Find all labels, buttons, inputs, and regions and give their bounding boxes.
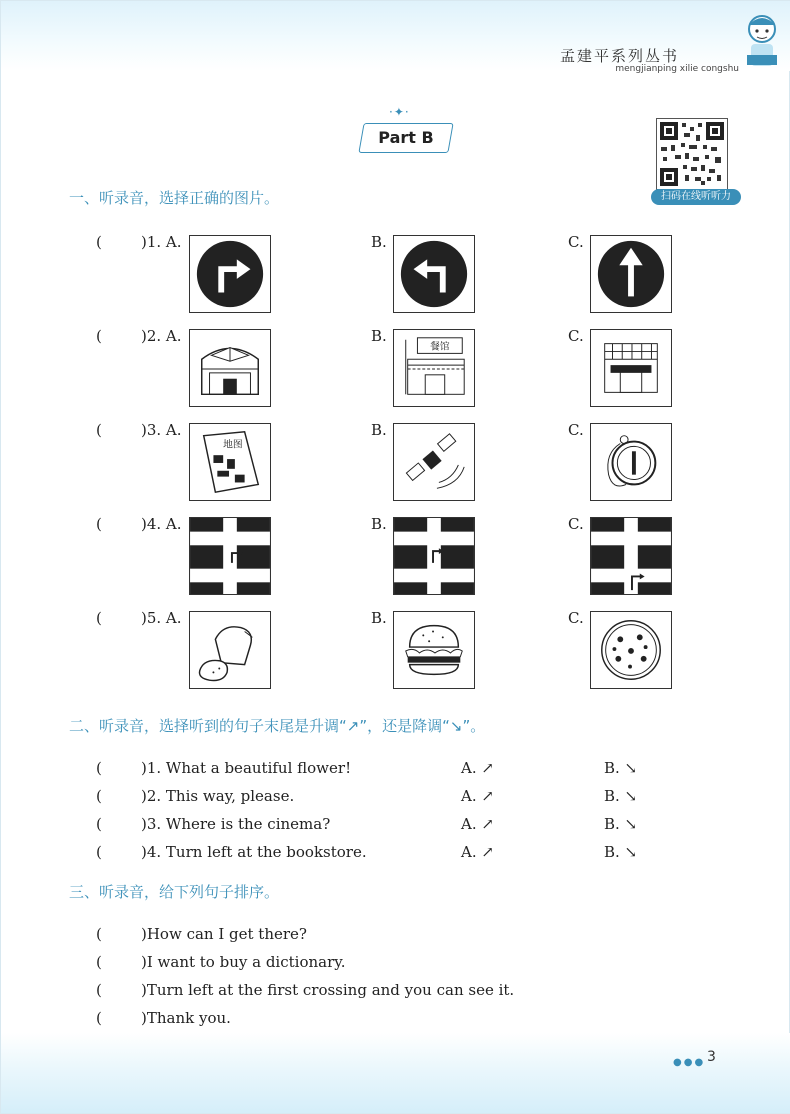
option-label: B.	[371, 233, 387, 251]
map-picture[interactable]	[189, 423, 271, 501]
part-title: Part B	[378, 128, 434, 147]
order-sentence: )I want to buy a dictionary.	[141, 953, 346, 971]
section2-heading: 二、听录音，选择听到的句子末尾是升调“↗”，还是降调“↘”。	[69, 717, 486, 735]
answer-paren[interactable]: (	[96, 843, 102, 861]
answer-paren[interactable]: (	[96, 787, 102, 805]
turn-left-sign[interactable]	[393, 235, 475, 313]
go-straight-sign[interactable]	[590, 235, 672, 313]
option-label: B.	[371, 421, 387, 439]
answer-paren[interactable]: (	[96, 953, 102, 971]
crossing-map-a[interactable]	[189, 517, 271, 595]
restaurant-picture[interactable]	[393, 329, 475, 407]
intonation-sentence: )4. Turn left at the bookstore.	[141, 843, 367, 861]
question-number: )3. A.	[141, 421, 182, 439]
option-falling[interactable]: B. ↘	[604, 815, 638, 833]
section3-heading: 三、听录音，给下列句子排序。	[69, 883, 280, 901]
section1-heading: 一、听录音，选择正确的图片。	[69, 189, 280, 207]
answer-paren[interactable]: (	[96, 233, 102, 251]
option-rising[interactable]: A. ↗	[461, 759, 494, 777]
option-label: B.	[371, 327, 387, 345]
option-label: B.	[371, 609, 387, 627]
option-label: C.	[568, 515, 584, 533]
answer-paren[interactable]: (	[96, 815, 102, 833]
option-label: C.	[568, 421, 584, 439]
answer-paren[interactable]: (	[96, 421, 102, 439]
qr-label: 扫码在线听听力	[651, 189, 741, 205]
answer-paren[interactable]: (	[96, 759, 102, 777]
answer-paren[interactable]: (	[96, 925, 102, 943]
answer-paren[interactable]: (	[96, 327, 102, 345]
answer-paren[interactable]: (	[96, 1009, 102, 1027]
qr-code[interactable]	[656, 118, 728, 190]
question-number: )1. A.	[141, 233, 182, 251]
answer-paren[interactable]: (	[96, 515, 102, 533]
answer-paren[interactable]: (	[96, 609, 102, 627]
cinema-picture[interactable]	[590, 329, 672, 407]
option-label: C.	[568, 233, 584, 251]
compass-picture[interactable]	[590, 423, 672, 501]
restaurant-sign-text: 餐馆	[430, 341, 450, 353]
crossing-map-c[interactable]	[590, 517, 672, 595]
satellite-picture[interactable]	[393, 423, 475, 501]
bread-picture[interactable]	[189, 611, 271, 689]
option-rising[interactable]: A. ↗	[461, 815, 494, 833]
answer-paren[interactable]: (	[96, 981, 102, 999]
question-number: )2. A.	[141, 327, 182, 345]
part-title-box	[358, 123, 453, 153]
option-label: C.	[568, 327, 584, 345]
footer-band	[1, 1033, 790, 1113]
map-label-text: 地图	[223, 439, 243, 451]
page-number: 3	[707, 1049, 716, 1065]
hamburger-picture[interactable]	[393, 611, 475, 689]
question-number: )5. A.	[141, 609, 182, 627]
crossing-map-b[interactable]	[393, 517, 475, 595]
order-sentence: )How can I get there?	[141, 925, 307, 943]
option-label: C.	[568, 609, 584, 627]
footer-dots-decoration: ●●●	[673, 1057, 706, 1068]
pizza-picture[interactable]	[590, 611, 672, 689]
option-falling[interactable]: B. ↘	[604, 759, 638, 777]
question-number: )4. A.	[141, 515, 182, 533]
option-falling[interactable]: B. ↘	[604, 843, 638, 861]
intonation-sentence: )1. What a beautiful flower!	[141, 759, 352, 777]
series-title: 孟建平系列丛书	[559, 47, 679, 65]
intonation-sentence: )2. This way, please.	[141, 787, 295, 805]
mascot-icon	[741, 11, 783, 73]
order-sentence: )Turn left at the first crossing and you can see it.	[141, 981, 515, 999]
order-sentence: )Thank you.	[141, 1009, 231, 1027]
part-decoration: ·✦·	[389, 105, 410, 119]
series-pinyin: mengjianping xilie congshu	[615, 64, 739, 74]
option-label: B.	[371, 515, 387, 533]
bookstore-picture[interactable]	[189, 329, 271, 407]
option-rising[interactable]: A. ↗	[461, 843, 494, 861]
intonation-sentence: )3. Where is the cinema?	[141, 815, 331, 833]
option-falling[interactable]: B. ↘	[604, 787, 638, 805]
option-rising[interactable]: A. ↗	[461, 787, 494, 805]
turn-right-sign[interactable]	[189, 235, 271, 313]
